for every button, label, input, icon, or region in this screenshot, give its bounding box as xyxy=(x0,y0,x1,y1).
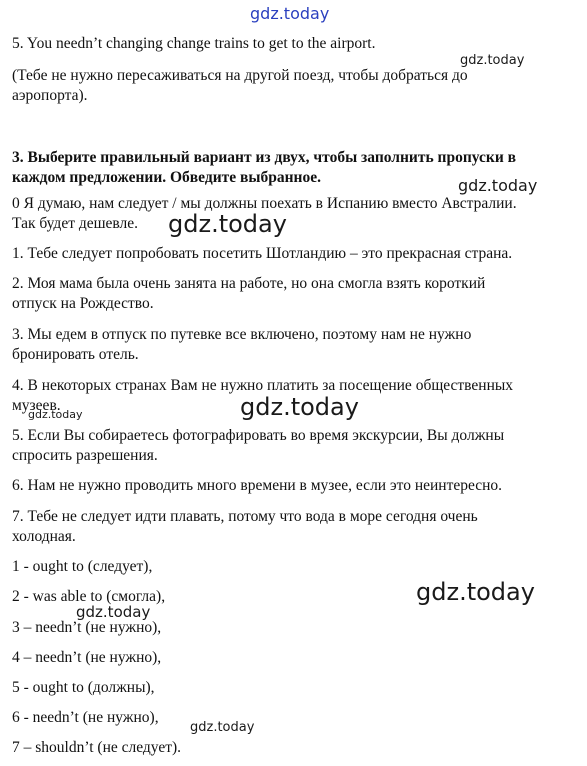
watermark: gdz.today xyxy=(76,603,151,621)
sentence-6: 6. Нам не нужно проводить много времени в музее, если это неинтересно. xyxy=(12,477,503,494)
watermark: gdz.today xyxy=(416,578,535,606)
task-title-line-2: каждом предложении. Обведите выбранное. xyxy=(12,169,321,186)
watermark: gdz.today xyxy=(168,210,287,238)
answer-3: 3 – needn’t (не нужно), xyxy=(12,619,162,636)
sentence-0-line-1: 0 Я думаю, нам следует / мы должны поехать в Испанию вместо Австралии. xyxy=(12,195,517,212)
sentence-3-line-1: 3. Мы едем в отпуск по путевке все включено, поэтому нам не нужно xyxy=(12,326,472,343)
sentence-3-line-2: бронировать отель. xyxy=(12,346,139,363)
sentence-1: 1. Тебе следует попробовать посетить Шотландию – это прекрасная страна. xyxy=(12,245,513,262)
task-title-line-1: 3. Выберите правильный вариант из двух, чтобы заполнить пропуски в xyxy=(12,149,517,166)
item-5-english: 5. You needn’t changing change trains to get to the airport. xyxy=(12,35,376,52)
answer-2: 2 - was able to (смогла), xyxy=(12,588,166,605)
watermark: gdz.today xyxy=(458,176,538,195)
sentence-4-line-2: музеев. xyxy=(12,397,61,414)
sentence-4-line-1: 4. В некоторых странах Вам не нужно платить за посещение общественных xyxy=(12,377,514,394)
watermark: gdz.today xyxy=(240,393,359,421)
answer-1: 1 - ought to (следует), xyxy=(12,558,153,575)
sentence-0-line-2: Так будет дешевле. xyxy=(12,215,139,232)
watermark: gdz.today xyxy=(460,53,525,68)
answer-6: 6 - needn’t (не нужно), xyxy=(12,709,159,726)
watermark-top: gdz.today xyxy=(250,4,330,23)
sentence-2-line-2: отпуск на Рождество. xyxy=(12,295,154,312)
answer-7: 7 – shouldn’t (не следует). xyxy=(12,739,182,756)
sentence-2-line-1: 2. Моя мама была очень занята на работе, но она смогла взять короткий xyxy=(12,275,486,292)
item-5-translation-line-2: аэропорта). xyxy=(12,87,88,104)
item-5-translation-line-1: (Тебе не нужно пересаживаться на другой поезд, чтобы добраться до xyxy=(12,67,468,84)
sentence-5-line-1: 5. Если Вы собираетесь фотографировать во время экскурсии, Вы должны xyxy=(12,427,505,444)
watermark: gdz.today xyxy=(28,408,83,421)
sentence-5-line-2: спросить разрешения. xyxy=(12,447,158,464)
sentence-7-line-2: холодная. xyxy=(12,528,76,545)
answer-5: 5 - ought to (должны), xyxy=(12,679,155,696)
answer-4: 4 – needn’t (не нужно), xyxy=(12,649,162,666)
watermark: gdz.today xyxy=(190,720,255,735)
sentence-7-line-1: 7. Тебе не следует идти плавать, потому что вода в море сегодня очень xyxy=(12,508,478,525)
